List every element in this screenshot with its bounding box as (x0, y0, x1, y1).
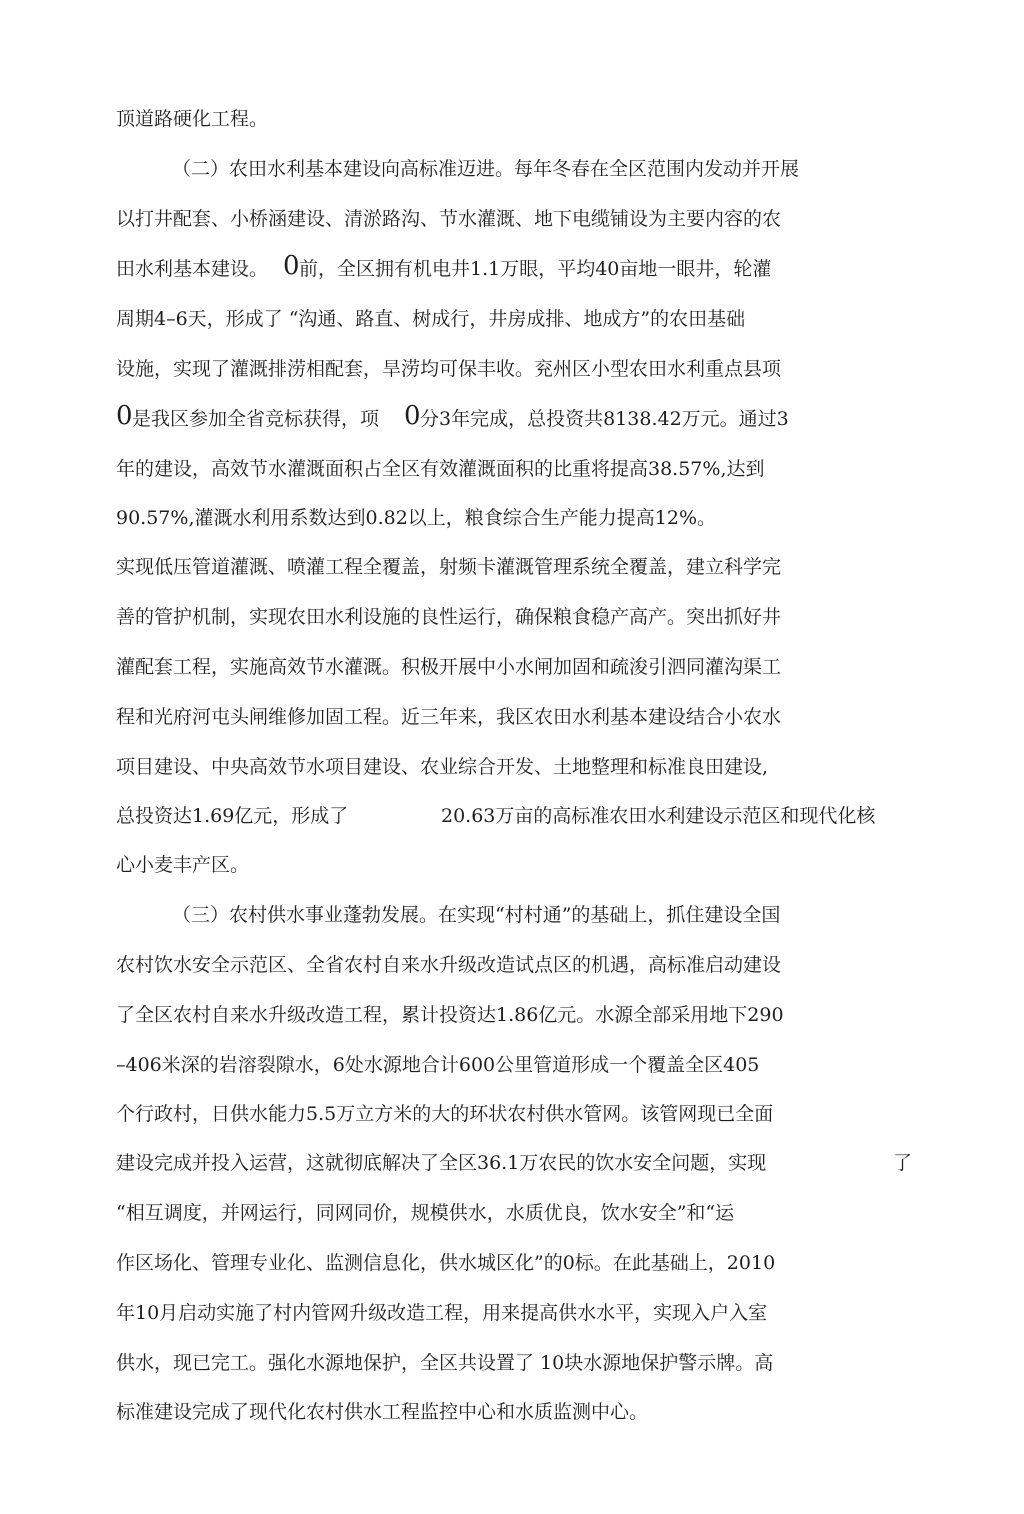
text-segment: 0 (116, 401, 133, 431)
text-segment: 了全区农村自来水升级改造工程，累计投资达1.86亿元。水源全部采用地下290 (116, 1004, 784, 1026)
text-segment: （三）农村供水事业蓬勃发展。在实现“村村通”的基础上，抓住建设全国 (172, 904, 781, 926)
text-segment: 田水利基本建设。 (116, 258, 269, 280)
text-segment: 心小麦丰产区。 (116, 854, 250, 876)
text-segment: 程和光府河屯头闸维修加固工程。近三年来，我区农田水利基本建设结合小农水 (116, 706, 782, 728)
text-segment: 分3年完成，总投资共8138.42万元。通过3 (420, 408, 789, 430)
text-segment: 90.57%,灌溉水利用系数达到0.82以上，粮食综合生产能力提高12%。 (116, 507, 717, 529)
text-segment: 了 (893, 1152, 913, 1174)
text-segment: 实现低压管道灌溉、喷灌工程全覆盖，射频卡灌溉管理系统全覆盖，建立科学完 (116, 556, 782, 578)
text-segment: 总投资达1.69亿元，形成了 (116, 805, 349, 827)
text-segment: 以打井配套、小桥涵建设、清淤路沟、节水灌溉、地下电缆铺设为主要内容的农 (116, 208, 782, 230)
text-segment: “相互调度，并网运行，同网同价，规模供水，水质优良，饮水安全”和“运 (116, 1202, 735, 1224)
text-segment: 年10月启动实施了村内管网升级改造工程，用来提高供水水平，实现入户入室 (116, 1302, 768, 1324)
text-segment: 年的建设，高效节水灌溉面积占全区有效灌溉面积的比重将提高38.57%,达到 (116, 458, 765, 480)
text-segment: –406米深的岩溶裂隙水，6处水源地合计600公里管道形成一个覆盖全区405 (116, 1054, 760, 1076)
text-segment: 标准建设完成了现代化农村供水工程监控中心和水质监测中心。 (116, 1401, 649, 1423)
text-segment: 农村饮水安全示范区、全省农村自来水升级改造试点区的机遇，高标准启动建设 (116, 954, 782, 976)
text-segment: 建设完成并投入运营，这就彻底解决了全区36.1万农民的饮水安全问题，实现 (116, 1152, 767, 1174)
text-segment: 个行政村，日供水能力5.5万立方米的大的环状农村供水管网。该管网现已全面 (116, 1103, 774, 1125)
text-segment: 供水，现已完工。强化水源地保护，全区共设置了 10块水源地保护警示牌。高 (116, 1352, 774, 1374)
text-segment: 作区场化、管理专业化、监测信息化，供水城区化”的0标。在此基础上，2010 (116, 1252, 776, 1274)
text-segment: 0 (404, 401, 421, 431)
text-segment: 善的管护机制，实现农田水利设施的良性运行，确保粮食稳产高产。突出抓好井 (116, 606, 782, 628)
text-segment: 0 (283, 251, 300, 281)
text-segment: 前，全区拥有机电井1.1万眼，平均40亩地一眼井，轮灌 (299, 258, 772, 280)
text-segment: 设施，实现了灌溉排涝相配套，旱涝均可保丰收。兖州区小型农田水利重点县项 (116, 358, 782, 380)
text-segment: 周期4–6天，形成了 “沟通、路直、树成行，井房成排、地成方”的农田基础 (116, 308, 746, 330)
text-segment: 顶道路硬化工程。 (116, 108, 269, 130)
text-segment: （二）农田水利基本建设向高标准迈进。每年冬春在全区范围内发动并开展 (172, 158, 800, 180)
text-segment: 灌配套工程，实施高效节水灌溉。积极开展中小水闸加固和疏浚引泗同灌沟渠工 (116, 656, 782, 678)
text-segment: 20.63万亩的高标准农田水利建设示范区和现代化核 (441, 805, 876, 827)
text-segment: 是我区参加全省竞标获得，项 (132, 408, 380, 430)
text-segment: 项目建设、中央高效节水项目建设、农业综合开发、土地整理和标准良田建设, (116, 756, 769, 778)
